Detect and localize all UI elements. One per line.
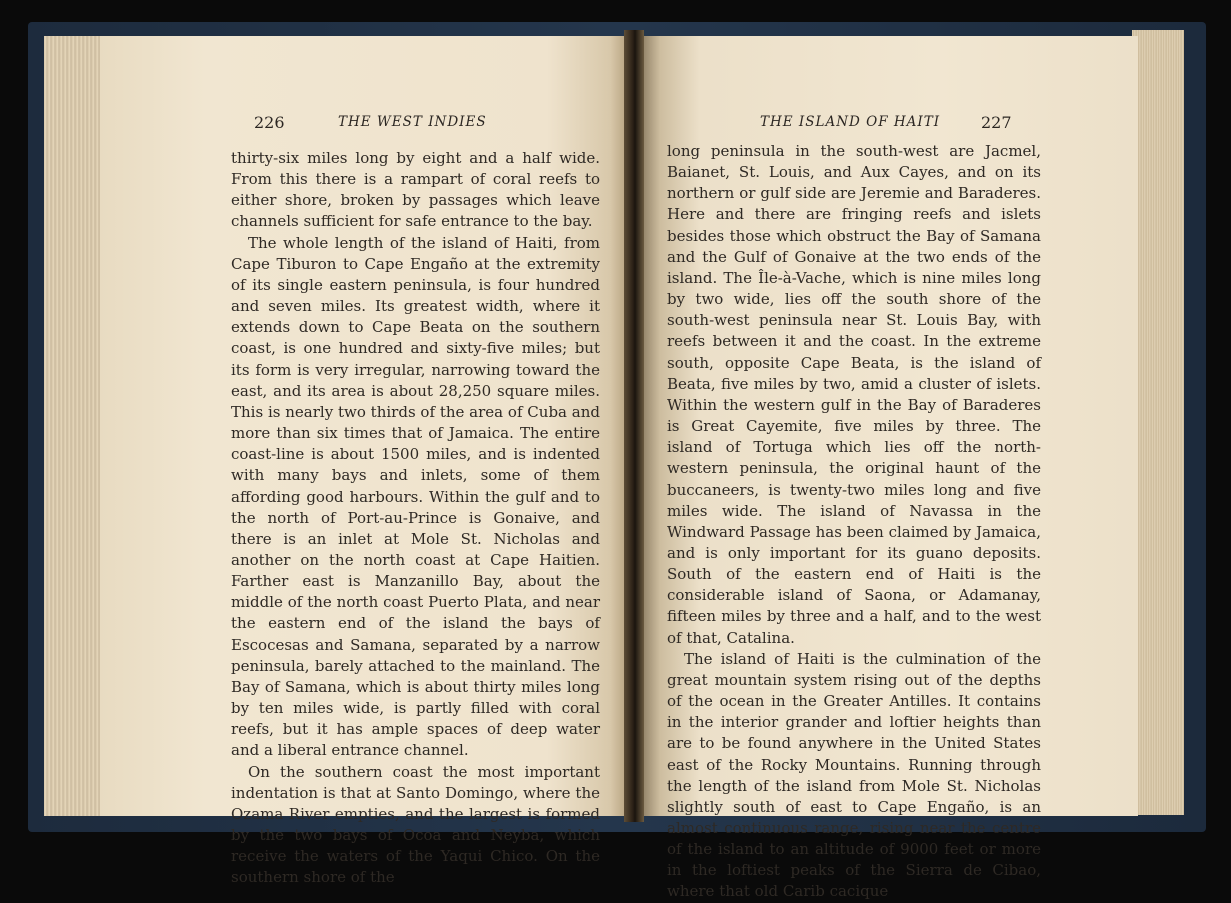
right-page-number: 227 [981, 113, 1012, 132]
right-running-head: THE ISLAND OF HAITI [760, 114, 941, 130]
page-edges-right [1132, 30, 1184, 815]
left-running-header [254, 113, 614, 139]
paragraph: The whole length of the island of Haiti, from Cape Tiburon to Cape Engaño at the extremity of its single eastern peninsula, is four hundred and seven miles. Its greatest width, where it extends down to Cape Beata on the southern coast, is one hundred and sixty-five miles; but its form is very irregular, narrowing toward the east, and its area is about 28,250 square miles. This is nearly two thirds of the area of Cuba and more than six times that of Jamaica. The entire coast-line is about 1500 miles, and is indented with many bays and inlets, some of them affording good harbours. Within the gulf and to the north of Port-au-Prince is Gonaive, and there is an inlet at Mole St. Nicholas and another on the north coast at Cape Haitien. Farther east is Manzanillo Bay, about the middle of the north coast Puerto Plata, and near the eastern end of the island the bays of Escocesas and Samana, separated by a narrow peninsula, barely attached to the mainland. The Bay of Samana, which is about thirty miles long by ten miles wide, is partly filled with coral reefs, but it has ample spaces of deep water and a liberal entrance channel. [231, 233, 600, 760]
right-page-body [667, 141, 1041, 903]
paragraph: thirty-six miles long by eight and a half wide. From this there is a rampart of coral reefs to either shore, broken by passages which leave channels sufficient for safe entrance to the bay. [231, 149, 600, 231]
paragraph: long peninsula in the south-west are Jacmel, Baianet, St. Louis, and Aux Cayes, and on its northern or gulf side are Jeremie and Baraderes. Here and there are fringing reefs and islets besides those which obstruct the Bay of Samana and the Gulf of Gonaive at the two ends of the island. The Île-à-Vache, which is nine miles long by two wide, lies off the south shore of the south-west peninsula near St. Louis Bay, with reefs between it and the coast. In the extreme south, opposite Cape Beata, is the island of Beata, five miles by two, amid a cluster of islets. Within the western gulf in the Bay of Baraderes is Great Cayemite, five miles by three. The island of Tortuga which lies off the north-western peninsula, the original haunt of the buccaneers, is twenty-two miles long and five miles wide. The island of Navassa in the Windward Passage has been claimed by Jamaica, and is only important for its guano deposits. South of the eastern end of Haiti is the considerable island of Saona, or Adamanay, fifteen miles by three and a half, and to the west of that, Catalina. [667, 142, 1041, 647]
left-page-body [231, 148, 600, 888]
paragraph: On the southern coast the most important indentation is that at Santo Domingo, where the Ozama River empties, and the largest is formed by the two bays of Ocoa and Neyba, which receive the waters of the Yaqui Chico. On the southern shore of the [231, 762, 600, 887]
paragraph: The island of Haiti is the culmination of the great mountain system rising out of the depths of the ocean in the Greater Antilles. It contains in the interior grander and loftier heights than are to be found anywhere in the United States east of the Rocky Mountains. Running through the length of the island from Mole St. Nicholas slightly south of east to Cape Engaño, is an almost continuous range, rising near the centre of the island to an altitude of 9000 feet or more in the loftiest peaks of the Sierra de Cibao, where that old Carib cacique [667, 649, 1041, 901]
page-edges-left [44, 36, 104, 816]
book-gutter [624, 30, 644, 822]
right-running-header [760, 113, 1050, 139]
left-page-number: 226 [254, 113, 285, 132]
left-running-head: THE WEST INDIES [338, 114, 487, 130]
